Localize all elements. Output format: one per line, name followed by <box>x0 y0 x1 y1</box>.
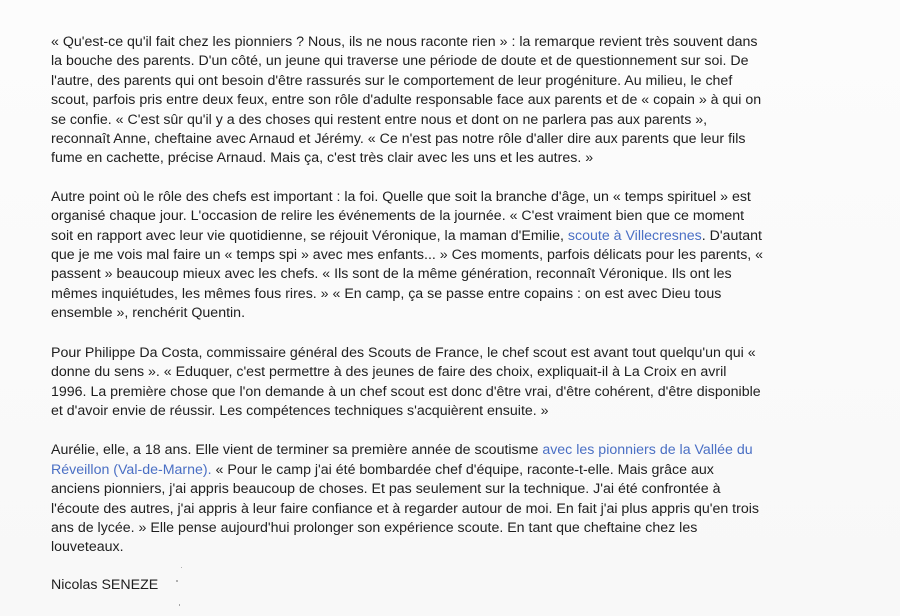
paragraph-1 <box>51 33 851 169</box>
text-line: l'autre, des parents qui ont besoin d'être rassurés sur le comportement de leur progéniture. Au milieu, le chef <box>51 72 733 89</box>
paragraph-spacer <box>51 421 851 441</box>
article-body <box>51 33 851 595</box>
text-line: que je me vois mal faire un « temps spi » avec mes enfants... » Ces moments, parfois délicats pour les parents, « <box>51 247 764 264</box>
paragraph-4 <box>51 441 851 557</box>
text-line: mêmes inquiétudes, les mêmes fous rires. » « En camp, ça se passe entre copains : on est avec Dieu tous <box>51 285 722 302</box>
text-line: ensemble », renchérit Quentin. <box>51 305 246 322</box>
text-line: scout, parfois pris entre deux feux, entre son rôle d'adulte responsable face aux parents et de « copain » à qui on <box>51 92 762 109</box>
text-line: ans de lycée. » Elle pense aujourd'hui prolonger son expérience scoute. En tant que cheftaine chez les <box>51 519 698 536</box>
text-segment: soit en rapport avec leur vie quotidienne, se réjouit Véronique, la maman d'Emilie, <box>51 227 564 244</box>
scan-speck <box>176 580 178 582</box>
text-line: Autre point où le rôle des chefs est important : la foi. Quelle que soit la branche d'âge, un « temps spirituel » est <box>51 188 751 205</box>
author-signature: Nicolas SENEZE <box>51 576 159 593</box>
text-line: « Qu'est-ce qu'il fait chez les pionniers ? Nous, ils ne nous raconte rien » : la remarque revient très souvent dans <box>51 34 758 50</box>
paragraph-spacer <box>51 169 851 188</box>
text-segment: Aurélie, elle, a 18 ans. Elle vient de terminer sa première année de scoutisme <box>51 442 543 459</box>
text-line <box>51 227 851 246</box>
text-line: l'écoute des autres, j'ai appris à leur faire confiance et à regarder autour de moi. En fait j'ai plus appris qu'en trois <box>51 500 759 517</box>
text-line <box>51 461 851 480</box>
text-segment: « Pour le camp j'ai été bombardée chef d'équipe, raconte-t-elle. Mais grâce aux <box>211 461 714 478</box>
scan-speck <box>181 567 182 568</box>
text-line <box>51 441 851 460</box>
text-line: fume en cachette, précise Arnaud. Mais ça, c'est très clair avec les uns et les autres. » <box>51 150 594 167</box>
pionniers-vallee-link[interactable]: avec les pionniers de la Vallée du <box>542 442 753 459</box>
paragraph-spacer <box>51 324 851 344</box>
text-line: se confie. « C'est sûr qu'il y a des choses qui restent entre nous et dont on ne parlera pas aux parents », <box>51 111 708 128</box>
villecresnes-link[interactable]: scoute à Villecresnes <box>567 227 702 244</box>
text-line: Pour Philippe Da Costa, commissaire général des Scouts de France, le chef scout est avant tout quelqu'un qui « <box>51 344 756 361</box>
text-line: 1996. La première chose que l'on demande à un chef scout est donc d'être vrai, d'être cohérent, d'être disponible <box>51 383 761 400</box>
paragraph-3 <box>51 344 851 422</box>
text-segment: . D'autant <box>701 227 763 244</box>
text-line: et d'avoir envie de réussir. Les compétences techniques s'acquièrent ensuite. » <box>51 402 549 419</box>
paragraph-2 <box>51 188 851 324</box>
text-line: anciens pionniers, j'ai appris beaucoup de choses. Et pas seulement sur la technique. J'ai été confrontée à <box>51 481 721 498</box>
text-line: organisé chaque jour. L'occasion de relire les événements de la journée. « C'est vraiment bien que ce moment <box>51 208 745 225</box>
paragraph-spacer <box>51 558 851 576</box>
text-line: passent » beaucoup mieux avec les chefs. « Ils sont de la même génération, reconnaît Véronique. Ils ont les <box>51 266 732 283</box>
text-line: la bouche des parents. D'un côté, un jeune qui traverse une période de doute et de questionnement sur soi. De <box>51 53 749 70</box>
text-line: donne du sens ». « Eduquer, c'est permettre à des jeunes de faire des choix, expliquait-il à La Croix en avril <box>51 364 727 381</box>
text-line: reconnaît Anne, cheftaine avec Arnaud et Jérémy. « Ce n'est pas notre rôle d'aller dire aux parents que leur fils <box>51 131 746 148</box>
reveillon-link[interactable]: Réveillon (Val-de-Marne). <box>51 461 212 478</box>
scan-speck <box>179 604 180 606</box>
text-line: louveteaux. <box>51 539 124 556</box>
